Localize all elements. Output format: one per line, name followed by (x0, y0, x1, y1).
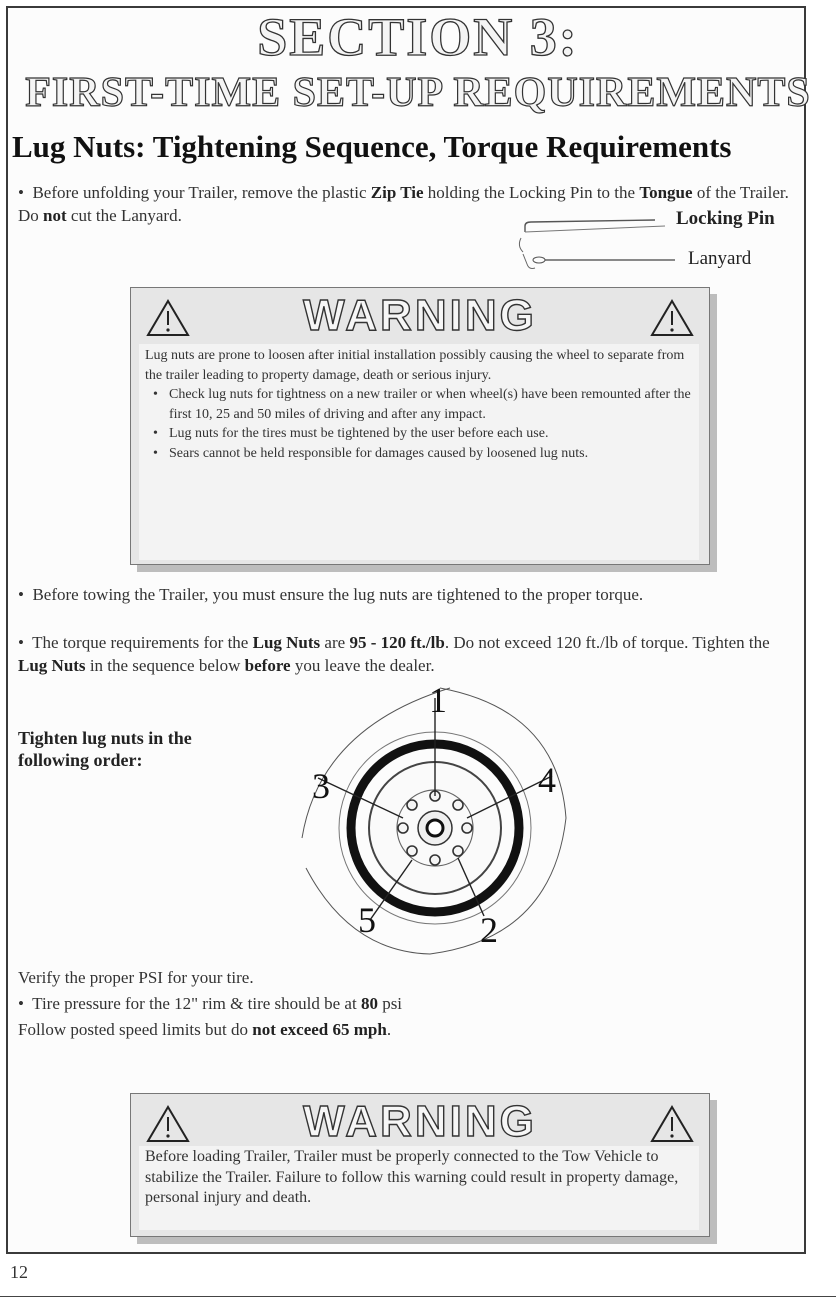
lug-nut-sequence-diagram (290, 668, 578, 960)
warning-title: WARNING (303, 1097, 537, 1146)
sequence-number-3: 3 (312, 766, 330, 806)
sequence-number-2: 2 (480, 910, 498, 950)
zip-tie-term: Zip Tie (370, 183, 424, 202)
bottom-rule (0, 1296, 836, 1297)
warning-bullet: • Sears cannot be held responsible for damages caused by loosened lug nuts. (161, 444, 693, 464)
locking-pin-illustration (515, 210, 685, 276)
warning-box-loading (130, 1093, 710, 1237)
towing-paragraph: • Before towing the Trailer, you must ensure the lug nuts are tightened to the proper torque. (18, 585, 644, 604)
warning-title: WARNING (303, 291, 537, 340)
warning-box-lug-nuts (130, 287, 710, 565)
warning-triangle-icon (649, 298, 695, 338)
tongue-term: Tongue (639, 183, 693, 202)
sequence-number-5: 5 (358, 900, 376, 940)
sequence-number-4: 4 (538, 760, 556, 800)
psi-verify: Verify the proper PSI for your tire. (18, 968, 254, 987)
section-subtitle: FIRST-TIME SET-UP REQUIREMENTS (25, 70, 811, 116)
section-title: SECTION 3: (257, 7, 579, 67)
sequence-number-1: 1 (429, 680, 447, 720)
bullet: • (18, 183, 24, 202)
torque-value: 95 - 120 ft./lb (349, 633, 445, 652)
warning-bullet: • Check lug nuts for tightness on a new trailer or when wheel(s) have been remounted after the first 10, 25 and 50 miles of driving and after any impact. (161, 385, 693, 424)
warning-text: Before loading Trailer, Trailer must be properly connected to the Tow Vehicle to stabilize the Trailer. Failure to follow this warning could result in property damage, personal injury and death. (139, 1146, 699, 1230)
speed-limit: Follow posted speed limits but do not exceed 65 mph. (18, 1020, 392, 1039)
warning-bullets (145, 385, 693, 463)
lug-nuts-heading: Lug Nuts: Tightening Sequence, Torque Requirements (12, 129, 732, 164)
tire-pressure: • Tire pressure for the 12" rim & tire should be at 80 psi (18, 994, 403, 1013)
torque-paragraph: • The torque requirements for the Lug Nuts are 95 - 120 ft./lb. Do not exceed 120 ft./lb of torque. Tighten the Lug Nuts in the sequence below before you leave the dealer. (18, 633, 770, 675)
psi-value: 80 (360, 994, 378, 1013)
page-number: 12 (10, 1262, 28, 1282)
lanyard-label: Lanyard (688, 248, 752, 269)
sequence-instructions: Tighten lug nuts in the following order: (18, 728, 192, 770)
speed-value: not exceed 65 mph (252, 1020, 387, 1039)
warning-bullet: • Lug nuts for the tires must be tightened by the user before each use. (161, 424, 693, 444)
warning-triangle-icon (649, 1104, 695, 1144)
intro-paragraph: • Before unfolding your Trailer, remove the plastic Zip Tie holding the Locking Pin to the Tongue of the Trailer. Do not cut the Lanyard. (18, 183, 789, 225)
locking-pin-label: Locking Pin (676, 208, 775, 229)
warning-text: Lug nuts are prone to loosen after initial installation possibly causing the wheel to separate from the trailer leading to property damage, death or serious injury. • Check lug nuts for tightness on a new trailer or when wheel(s) have been remounted after the first 10, 25 and 50 miles of driving and after any impact. • Lug nuts for the tires must be tightened by the user before each use. • Sears cannot be held responsible for damages caused by loosened lug nuts. (139, 344, 699, 560)
